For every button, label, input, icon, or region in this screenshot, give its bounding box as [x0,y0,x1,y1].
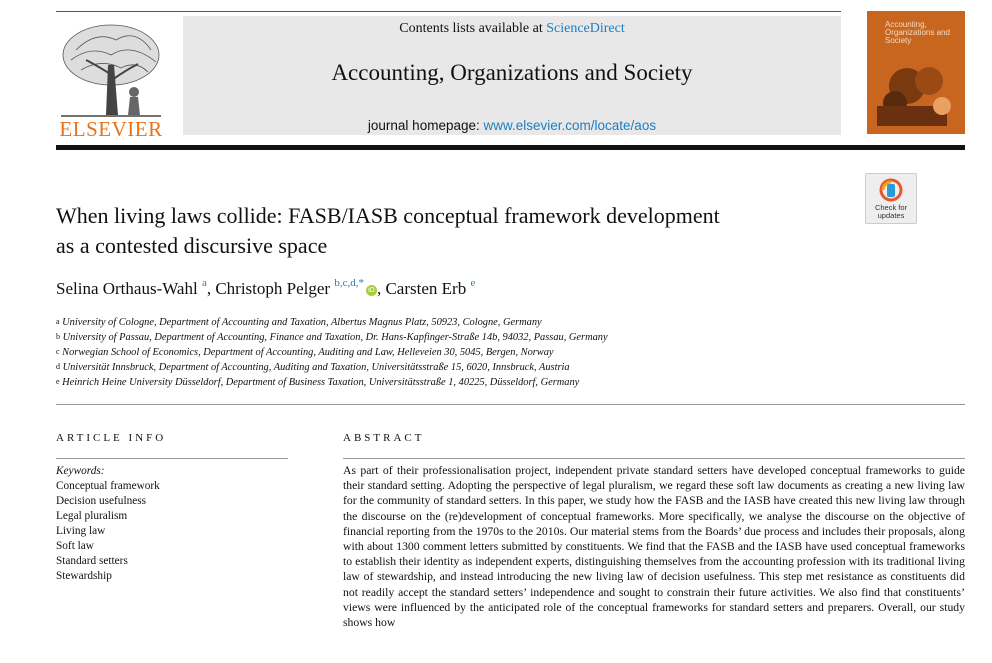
keyword-item: Conceptual framework [56,480,160,492]
header-top-rule [56,11,841,12]
author-name[interactable]: Christoph Pelger [215,279,331,298]
abstract-heading: ABSTRACT [343,432,425,444]
contents-line [183,21,841,37]
cover-title: Accounting, Organizations and Society [885,20,950,45]
keyword-item: Soft law [56,540,94,552]
publisher-name: ELSEVIER [59,117,163,141]
affiliation-item: $^d$ Universität Innsbruck, Department of Accounting, Auditing and Taxation, Universitätsstraße 15, 6020, Innsbruck, Austria [56,362,570,373]
author-name[interactable]: Selina Orthaus-Wahl [56,279,198,298]
abstract-text: As part of their professionalisation project, independent private standard setters have developed conceptual frameworks to guide their standard setting. Adopting the perspective of legal pluralism, we regard these soft law documents as creating a new living law for the community of standard setters. In this paper, we study how the FASB and the IASB have created this new living law through the discourse on the (re)development of conceptual frameworks. More specifically, we analyse the discourse on the objective of financial reporting from the 1970s to the 2010s. Our material stems from the Boards’ due process and includes their proposals, along with about 1300 comment letters submitted by constituents. We find that the FASB and the IASB have used conceptual frameworks to establish their identity as independent experts, distinguishing themselves from the accounting profession with its traditional living law of stewardship, and instead introducing the new living law of decision usefulness. This step met resistance as constituents did not readily accept the standard setters’ independence and sought to constrain their future activities. We also find that constituents’ views were influenced by the anticipated role of the conceptual frameworks for standard setters and preparers. Overall, our study shows how [343,464,965,630]
keyword-item: Decision usefulness [56,495,147,507]
keywords-label: Keywords: [56,465,105,477]
contents-prefix: Contents lists available at [399,21,547,36]
affiliation-item: $^c$ Norwegian School of Economics, Department of Accounting, Auditing and Law, Helleveien 30, 5045, Bergen, Norway [56,347,554,358]
abstract-rule [343,458,965,459]
author-list: Selina Orthaus-Wahl $^a$, Christoph Pelger $^{b,c,d,*}$iD , Carsten Erb $^e$ [56,277,476,298]
homepage-link[interactable]: www.elsevier.com/locate/aos [483,118,657,133]
journal-cover-thumbnail[interactable] [867,11,965,134]
check-updates-icon [879,178,903,202]
cover-art-icon [867,51,965,134]
check-updates-label: Check for updates [874,203,908,220]
header-bottom-rule [56,145,965,150]
section-divider [56,404,965,405]
affiliations [56,315,936,390]
author-sup[interactable]: b,c,d,* [334,277,364,289]
affiliation-item: $^b$ University of Passau, Department of Accounting, Finance and Taxation, Dr. Hans-Kapfinger-Straße 14b, 94032, Passau, Germany [56,332,608,343]
homepage-prefix: journal homepage: [367,118,484,133]
keywords-block [56,464,288,584]
affiliation-item: $^a$ University of Cologne, Department of Accounting and Taxation, Albertus Magnus Platz, 50923, Cologne, Germany [56,317,542,328]
check-for-updates-button[interactable] [865,173,917,224]
keyword-item: Living law [56,525,106,537]
author-sup[interactable]: a [201,277,207,289]
affiliation-item: $^e$ Heinrich Heine University Düsseldorf, Department of Business Taxation, Universitätsstraße 1, 40225, Düsseldorf, Germany [56,377,580,388]
keyword-item: Stewardship [56,570,112,582]
keyword-item: Legal pluralism [56,510,128,522]
article-title: When living laws collide: FASB/IASB conceptual framework development as a contested discursive space [56,203,720,258]
keyword-item: Standard setters [56,555,128,567]
article-info-rule [56,458,288,459]
homepage-line [183,118,841,133]
journal-title[interactable]: Accounting, Organizations and Society [331,60,693,85]
sciencedirect-link[interactable]: ScienceDirect [546,21,625,36]
orcid-icon[interactable]: iD [366,285,377,296]
author-name[interactable]: Carsten Erb [385,279,467,298]
author-sup[interactable]: e [470,277,476,289]
article-info-heading: ARTICLE INFO [56,432,167,444]
tree-logo-icon [56,20,166,120]
